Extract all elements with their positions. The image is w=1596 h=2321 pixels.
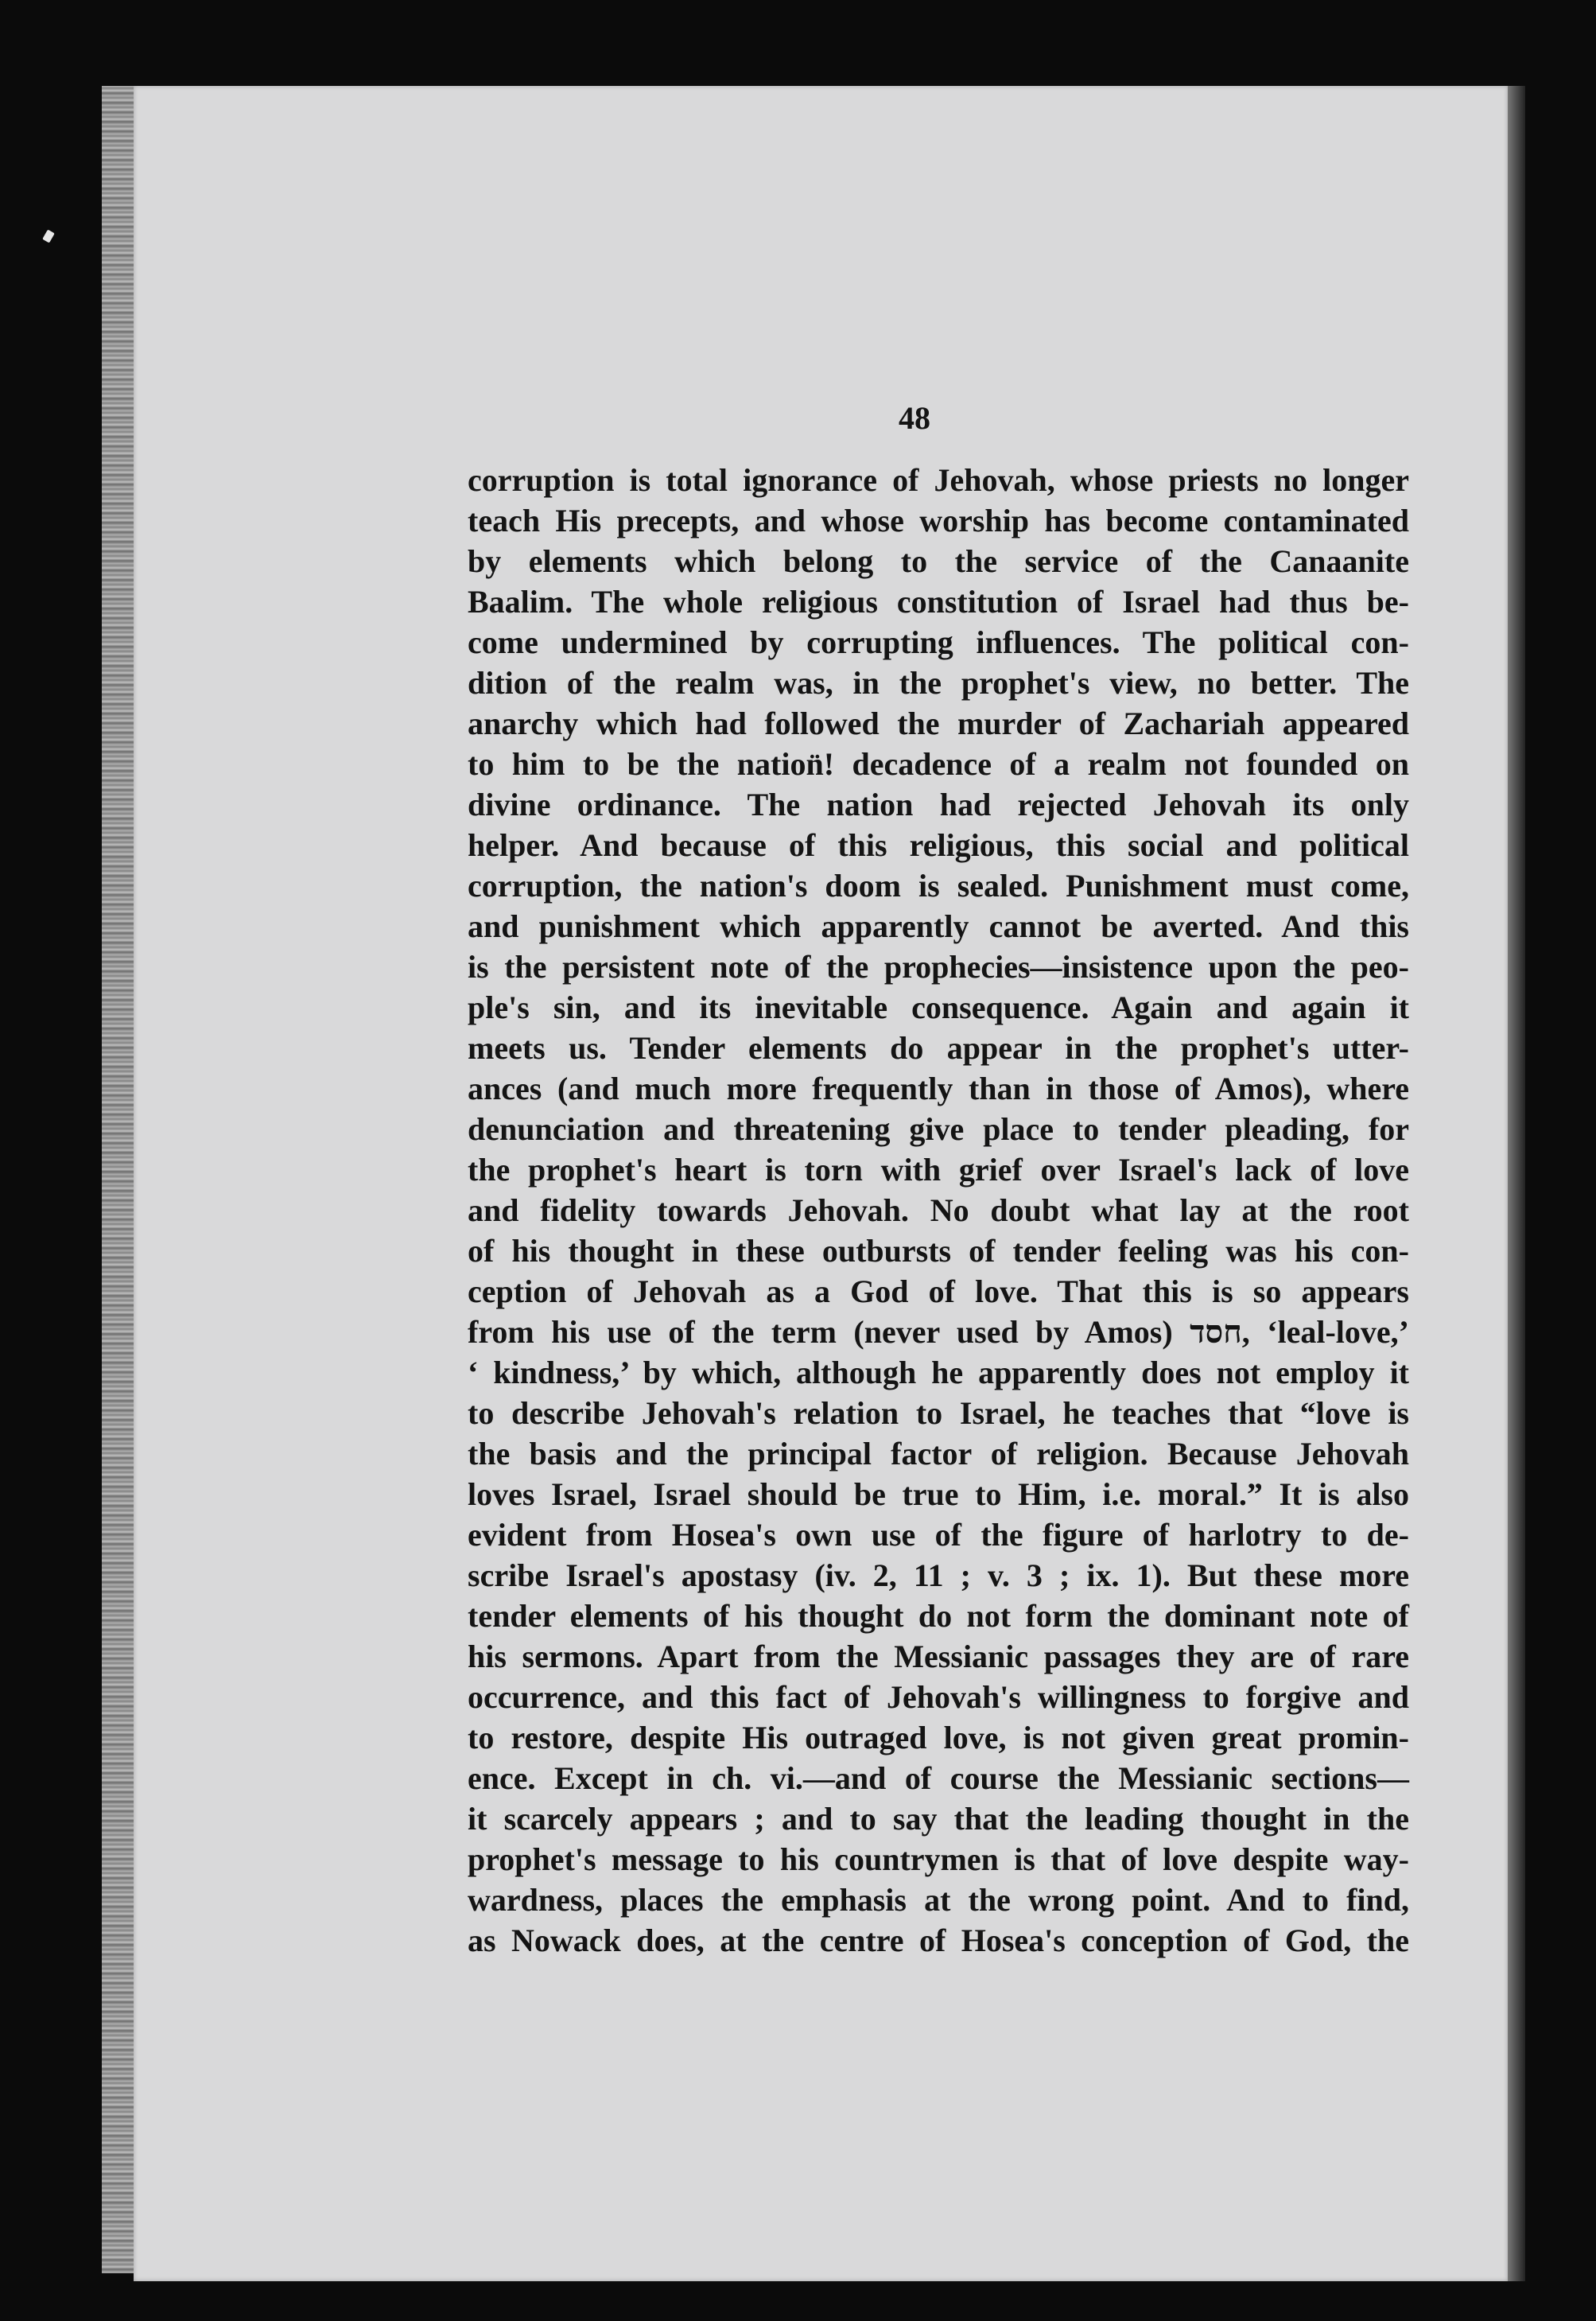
text-line: evident from Hosea's own use of the figure of harlotry to de- xyxy=(468,1517,1409,1553)
text-line: helper. And because of this religious, this social and political xyxy=(468,827,1409,863)
text-line: is the persistent note of the prophecies—insistence upon the peo- xyxy=(468,949,1409,985)
text-line: from his use of the term (never used by Amos) חסד, ‘leal-love,’ xyxy=(468,1314,1409,1350)
text-line: to restore, despite His outraged love, is not given great promin- xyxy=(468,1720,1409,1755)
page-number: 48 xyxy=(899,400,930,436)
text-line: tender elements of his thought do not form the dominant note of xyxy=(468,1598,1409,1634)
text-line: ‘ kindness,’ by which, although he apparently does not employ it xyxy=(468,1355,1409,1390)
text-line: ception of Jehovah as a God of love. That this is so appears xyxy=(468,1273,1409,1309)
page-edge-shadow xyxy=(1508,86,1525,2281)
text-line: and punishment which apparently cannot be averted. And this xyxy=(468,908,1409,944)
text-line: anarchy which had followed the murder of Zachariah appeared xyxy=(468,706,1409,741)
text-line: scribe Israel's apostasy (iv. 2, 11 ; v. 3 ; ix. 1). But these more xyxy=(468,1557,1409,1593)
text-line: to him to be the nation̈! decadence of a realm not founded on xyxy=(468,746,1409,782)
text-line: dition of the realm was, in the prophet's view, no better. The xyxy=(468,665,1409,701)
text-line: prophet's message to his countrymen is that of love despite way- xyxy=(468,1841,1409,1877)
text-line: denunciation and threatening give place to tender pleading, for xyxy=(468,1111,1409,1147)
text-line: divine ordinance. The nation had rejected Jehovah its only xyxy=(468,787,1409,822)
text-line: the basis and the principal factor of religion. Because Jehovah xyxy=(468,1436,1409,1472)
dust-speck xyxy=(42,229,55,243)
text-line: Baalim. The whole religious constitution of Israel had thus be- xyxy=(468,584,1409,620)
text-line: ple's sin, and its inevitable consequence. Again and again it xyxy=(468,989,1409,1025)
text-line: as Nowack does, at the centre of Hosea's conception of God, the xyxy=(468,1923,1409,1958)
text-line: occurrence, and this fact of Jehovah's willingness to forgive and xyxy=(468,1679,1409,1715)
text-line: come undermined by corrupting influences. The political con- xyxy=(468,624,1409,660)
text-line: corruption is total ignorance of Jehovah, whose priests no longer xyxy=(468,462,1409,498)
text-line: the prophet's heart is torn with grief over Israel's lack of love xyxy=(468,1152,1409,1188)
text-line: loves Israel, Israel should be true to Him, i.e. moral.” It is also xyxy=(468,1476,1409,1512)
text-line: ances (and much more frequently than in those of Amos), where xyxy=(468,1071,1409,1106)
text-line: it scarcely appears ; and to say that the leading thought in the xyxy=(468,1801,1409,1837)
text-line: wardness, places the emphasis at the wrong point. And to find, xyxy=(468,1882,1409,1918)
text-line: ence. Except in ch. vi.—and of course the Messianic sections— xyxy=(468,1760,1409,1796)
text-line: teach His precepts, and whose worship has become contaminated xyxy=(468,503,1409,538)
body-text xyxy=(468,460,1409,1961)
text-line: corruption, the nation's doom is sealed. Punishment must come, xyxy=(468,868,1409,904)
text-line: and fidelity towards Jehovah. No doubt what lay at the root xyxy=(468,1192,1409,1228)
text-line: by elements which belong to the service of the Canaanite xyxy=(468,543,1409,579)
text-line: his sermons. Apart from the Messianic passages they are of rare xyxy=(468,1639,1409,1674)
text-line: to describe Jehovah's relation to Israel, he teaches that “love is xyxy=(468,1395,1409,1431)
text-line: of his thought in these outbursts of tender feeling was his con- xyxy=(468,1233,1409,1269)
text-line: meets us. Tender elements do appear in the prophet's utter- xyxy=(468,1030,1409,1066)
